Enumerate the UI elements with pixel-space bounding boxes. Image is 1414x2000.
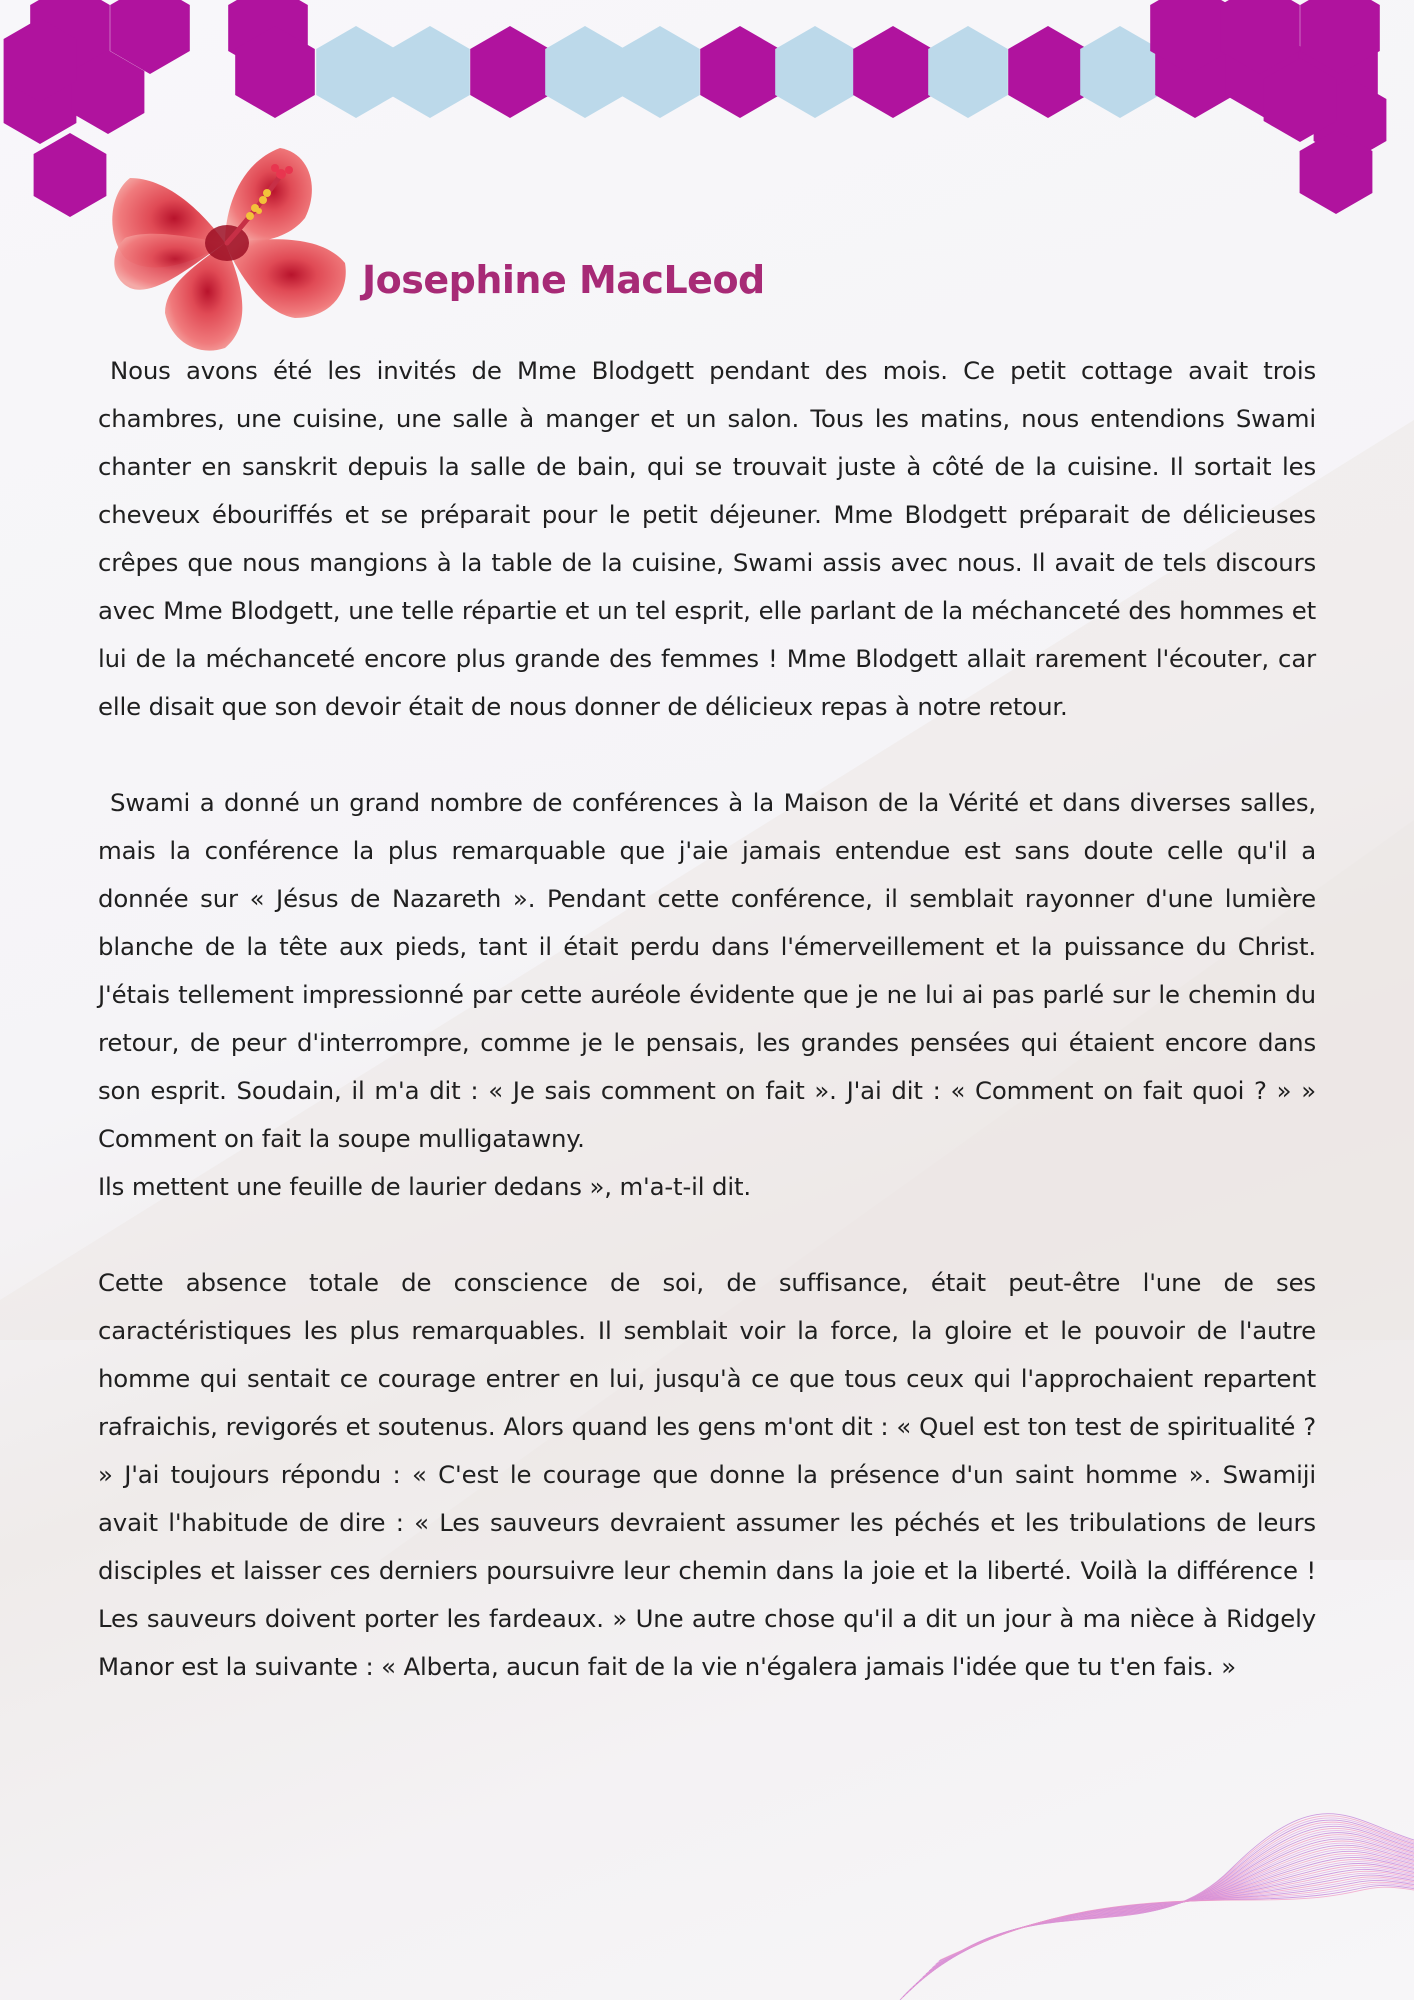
- wave-line: [940, 1887, 1414, 1960]
- wave-line: [929, 1869, 1414, 1970]
- light-blue-hexagon: [620, 26, 700, 118]
- paragraph: Swami a donné un grand nombre de conférences à la Maison de la Vérité et dans diverses salles, mais la conférence la plus remarquable que j'aie jamais entendue est sans doute celle qu'il a donnée sur « Jésus de Nazareth ». Pendant cette conférence, il semblait rayonner d'une lumière blanche de la tête aux pieds, tant il était perdu dans l'émerveillement et la puissance du Christ. J'étais tellement impressionné par cette auréole évidente que je ne lui ai pas parlé sur le chemin du retour, de peur d'interrompre, comme je le pensais, les grandes pensées qui étaient encore dans son esprit. Soudain, il m'a dit : « Je sais comment on fait ». J'ai dit : « Comment on fait quoi ? » » Comment on fait la soupe mulligatawny.: [98, 788, 1316, 1153]
- hibiscus-flower-image: [105, 138, 355, 358]
- wave-line: [930, 1871, 1414, 1969]
- magenta-hexagon: [34, 133, 107, 217]
- magenta-hexagon: [470, 26, 550, 118]
- pink-line-wave-decoration: [880, 1810, 1414, 2000]
- wave-line: [934, 1877, 1414, 1967]
- wave-line: [911, 1835, 1414, 1989]
- paragraph: Ils mettent une feuille de laurier dedans », m'a-t-il dit.: [98, 1172, 751, 1201]
- wave-line: [921, 1853, 1414, 1979]
- magenta-hexagon: [700, 26, 780, 118]
- wave-line: [926, 1863, 1414, 1974]
- magenta-hexagon: [1008, 26, 1088, 118]
- paragraph: Cette absence totale de conscience de soi, de suffisance, était peut-être l'une de ses caractéristiques les plus remarquables. Il semblait voir la force, la gloire et le pouvoir de l'autre homme qui sentait ce courage entrer en lui, jusqu'à ce que tous ceux qui l'approchaient repartent rafraichis, revigorés et soutenus. Alors quand les gens m'ont dit : « Quel est ton test de spiritualité ? » J'ai toujours répondu : « C'est le courage que donne la présence d'un saint homme ». Swamiji avait l'habitude de dire : « Les sauveurs devraient assumer les péchés et les tribulations de leurs disciples et laisser ces derniers poursuivre leur chemin dans la joie et la liberté. Voilà la différence ! Les sauveurs doivent porter les fardeaux. » Une autre chose qu'il a dit un jour à ma nièce à Ridgely Manor est la suivante : « Alberta, aucun fait de la vie n'égalera jamais l'idée que tu t'en fais. »: [98, 1268, 1316, 1681]
- wave-line: [915, 1843, 1414, 1985]
- light-blue-hexagon: [545, 26, 625, 118]
- wave-line: [939, 1886, 1414, 1962]
- paragraph: Nous avons été les invités de Mme Blodgett pendant des mois. Ce petit cottage avait trois chambres, une cuisine, une salle à manger et un salon. Tous les matins, nous entendions Swami chanter en sanskrit depuis la salle de bain, qui se trouvait juste à côté de la cuisine. Il sortait les cheveux ébouriffés et se préparait pour le petit déjeuner. Mme Blodgett préparait de délicieuses crêpes que nous mangions à la table de la cuisine, Swami assis avec nous. Il avait de tels discours avec Mme Blodgett, une telle répartie et un tel esprit, elle parlant de la méchanceté des hommes et lui de la méchanceté encore plus grande des femmes ! Mme Blodgett allait rarement l'écouter, car elle disait que son devoir était de nous donner de délicieux repas à notre retour.: [98, 356, 1316, 721]
- light-blue-hexagon: [390, 26, 470, 118]
- wave-line: [924, 1859, 1414, 1976]
- wave-line: [912, 1837, 1414, 1988]
- wave-line: [909, 1831, 1414, 1992]
- wave-line: [916, 1845, 1414, 1984]
- wave-line: [906, 1826, 1414, 1993]
- wave-line: [936, 1880, 1414, 1964]
- wave-line: [938, 1884, 1414, 1962]
- wave-line: [918, 1849, 1414, 1981]
- wave-line: [923, 1857, 1414, 1977]
- body-text: [98, 347, 1316, 1691]
- magenta-hexagon: [853, 26, 933, 118]
- light-blue-hexagon: [775, 26, 855, 118]
- wave-line: [919, 1851, 1414, 1980]
- light-blue-hexagon: [1080, 26, 1160, 118]
- wave-line: [927, 1865, 1414, 1973]
- light-blue-hexagon: [316, 26, 396, 118]
- wave-line: [932, 1875, 1414, 1968]
- wave-line: [908, 1828, 1414, 1992]
- light-blue-hexagon: [928, 26, 1008, 118]
- page-title: Josephine MacLeod: [362, 258, 765, 302]
